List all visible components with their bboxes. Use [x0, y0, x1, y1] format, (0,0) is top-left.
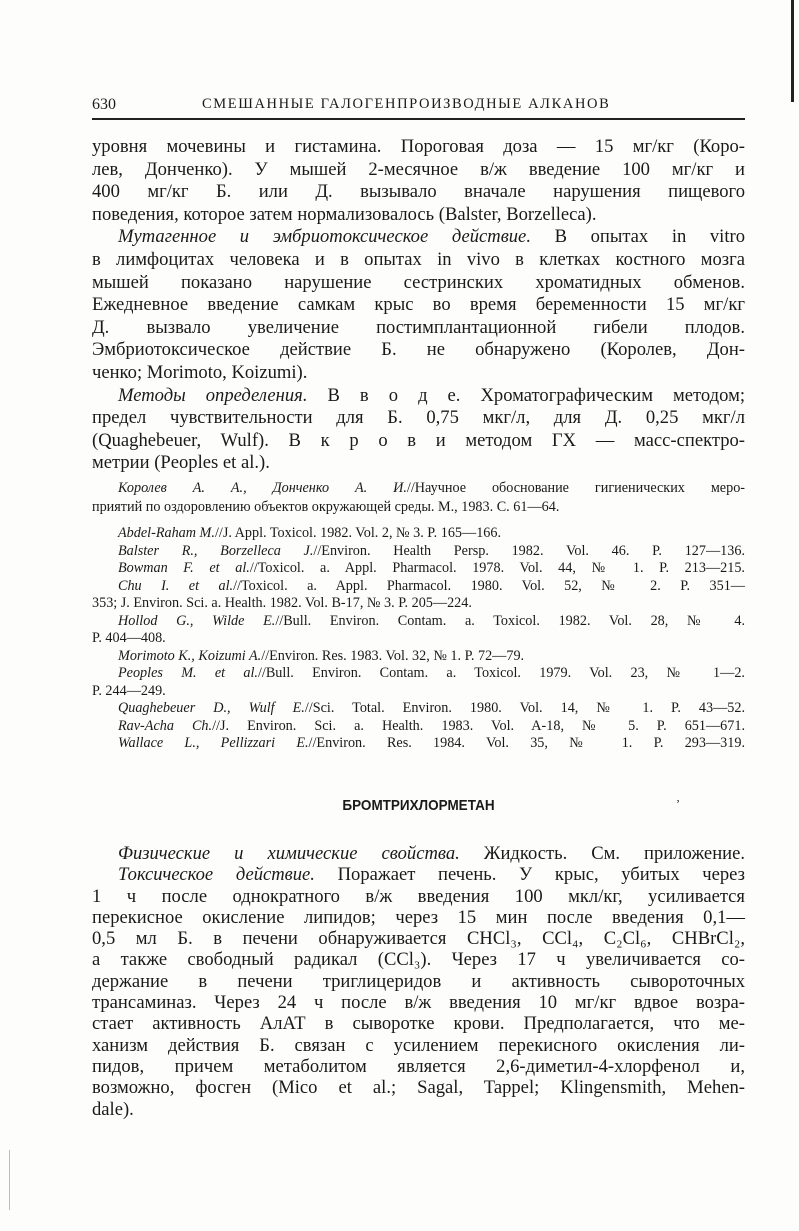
- line-text: Жидкость. См. приложение.: [459, 843, 745, 864]
- line-text: стает активность АлАТ в сыворотке крови. Предполагается, что ме-: [92, 1013, 745, 1035]
- line-text: предел чувствительности для Б. 0,75 мкг/л, для Д. 0,25 мкг/л: [92, 407, 745, 429]
- body-text-continued: [92, 136, 745, 475]
- text-line: [92, 928, 745, 949]
- text-line: [92, 843, 745, 864]
- italic-lead: Bowman F. et al.: [118, 560, 250, 576]
- line-text: В в о д е. Хроматографическим методом;: [307, 384, 745, 406]
- text-line: [92, 1099, 745, 1120]
- text-line: [92, 700, 745, 718]
- text-line: [92, 1077, 745, 1098]
- line-text: //Environ. Health Persp. 1982. Vol. 46. P. 127—136.: [313, 542, 745, 559]
- text-line: [92, 971, 745, 992]
- text-line: [92, 1013, 745, 1034]
- line-text: мышей показано нарушение сестринских хроматидных обменов.: [92, 271, 745, 293]
- line-text: //Toxicol. a. Appl. Pharmacol. 1980. Vol. 52, № 2. P. 351—: [233, 577, 745, 594]
- scan-artifact-line: [791, 0, 794, 102]
- line-text: трансаминаз. Через 24 ч после в/ж введения 10 мг/кг вдвое возра-: [92, 992, 745, 1014]
- italic-lead: Abdel-Raham M.: [118, 525, 215, 541]
- text-line: [92, 543, 745, 561]
- line-text: а также свободный радикал (CCl₃). Через 17 ч увеличивается со-: [92, 949, 745, 971]
- line-text: //Toxicol. a. Appl. Pharmacol. 1978. Vol. 44, № 1. P. 213—215.: [249, 560, 745, 576]
- line-text: Д. вызвало увеличение постимплантационной гибели плодов.: [92, 316, 745, 338]
- running-title: СМЕШАННЫЕ ГАЛОГЕНПРОИЗВОДНЫЕ АЛКАНОВ: [202, 96, 611, 112]
- line-text: приятий по оздоровлению объектов окружающей среды. М., 1983. С. 61—64.: [92, 499, 560, 515]
- line-text: //Bull. Environ. Contam. a. Toxicol. 1982. Vol. 28, № 4.: [275, 612, 745, 629]
- line-text: держание в печени триглицеридов и активность сывороточных: [92, 970, 745, 992]
- text-line: [92, 648, 745, 666]
- text-line: [92, 735, 745, 753]
- text-line: [92, 249, 745, 272]
- text-line: [92, 630, 745, 648]
- text-line: [92, 864, 745, 885]
- text-line: [92, 992, 745, 1013]
- text-line: [92, 362, 745, 385]
- scan-artifact-mark: [9, 1150, 10, 1210]
- italic-lead: Мутагенное и эмбриотоксическое действие.: [118, 226, 531, 248]
- text-line: [92, 560, 745, 578]
- line-text: уровня мочевины и гистамина. Пороговая доза — 15 мг/кг (Коро-: [92, 136, 745, 157]
- page-number: 630: [92, 96, 116, 113]
- text-line: [92, 665, 745, 683]
- line-text: //J. Environ. Sci. a. Health. 1983. Vol. A-18, № 5. P. 651—671.: [212, 717, 745, 734]
- text-line: [92, 385, 745, 408]
- text-line: [92, 272, 745, 295]
- line-text: 1 ч после однократного в/ж введения 100 мкл/кг, усиливается: [92, 885, 745, 907]
- italic-lead: Методы определения.: [118, 384, 308, 406]
- line-text: перекисное окисление липидов; через 15 мин после введения 0,1—: [92, 906, 745, 928]
- text-line: [92, 683, 745, 701]
- line-text: ханизм действия Б. связан с усилением перекисного окисления ли-: [92, 1034, 745, 1056]
- italic-lead: Hollod G., Wilde E.: [118, 612, 276, 629]
- text-line: [92, 452, 745, 475]
- line-text: пидов, причем метаболитом является 2,6-диметил-4-хлорфенол и,: [92, 1055, 745, 1077]
- text-line: [92, 578, 745, 596]
- text-line: [92, 204, 745, 227]
- text-line: [92, 907, 745, 928]
- text-line: [92, 595, 745, 613]
- text-line: [92, 159, 745, 182]
- text-line: [92, 479, 745, 498]
- italic-lead: Rav-Acha Ch.: [118, 717, 213, 734]
- line-text: Эмбриотоксическое действие Б. не обнаружено (Королев, Дон-: [92, 339, 745, 361]
- line-text: //Научное обоснование гигиенических меро-: [406, 480, 746, 496]
- line-text: //Environ. Res. 1984. Vol. 35, № 1. P. 293—319.: [308, 735, 746, 751]
- scan-speck: ʼ: [676, 797, 680, 811]
- text-line: [92, 407, 745, 430]
- text-line: [92, 181, 745, 204]
- line-text: Ежедневное введение самкам крыс во время беременности 15 мг/кг: [92, 294, 745, 316]
- line-text: //J. Appl. Toxicol. 1982. Vol. 2, № 3. P. 165—166.: [214, 525, 502, 541]
- text-line: [92, 525, 745, 543]
- section-title: БРОМТРИХЛОРМЕТАН: [342, 797, 495, 814]
- line-text: В опытах in vitro: [530, 226, 745, 248]
- page-header: [92, 94, 745, 120]
- line-text: //Environ. Res. 1983. Vol. 32, № 1. P. 72—79.: [261, 647, 525, 664]
- line-text: 0,5 мл Б. в печени обнаруживается CHCl₃, CCl₄, C₂Cl₆, CHBrCl₂,: [92, 928, 745, 950]
- references-russian: [92, 479, 745, 517]
- text-line: [92, 294, 745, 317]
- text-line: [92, 136, 745, 159]
- italic-lead: Peoples M. et al.: [118, 665, 258, 681]
- line-text: Поражает печень. У крыс, убитых через: [314, 864, 745, 886]
- italic-lead: Quaghebeuer D., Wulf E.: [118, 700, 305, 716]
- line-text: //Bull. Environ. Contam. a. Toxicol. 1979. Vol. 23, № 1—2.: [257, 665, 745, 681]
- italic-lead: Wallace L., Pellizzari E.: [118, 735, 309, 751]
- line-text: (Quaghebeuer, Wulf). В к р о в и методом ГХ — масс-спектро-: [92, 429, 745, 451]
- text-line: [92, 317, 745, 340]
- text-line: [92, 226, 745, 249]
- italic-lead: Balster R., Borzelleca J.: [118, 542, 314, 559]
- line-text: 353; J. Environ. Sci. a. Health. 1982. Vol. B-17, № 3. P. 205—224.: [92, 595, 472, 611]
- italic-lead: Физические и химические свойства.: [118, 843, 460, 864]
- line-text: лев, Донченко). У мышей 2-месячное в/ж введение 100 мг/кг и: [92, 158, 745, 180]
- line-text: ченко; Morimoto, Koizumi).: [92, 361, 308, 383]
- line-text: метрии (Peoples et al.).: [92, 452, 270, 474]
- line-text: 400 мг/кг Б. или Д. вызывало вначале нарушения пищевого: [92, 181, 745, 203]
- line-text: поведения, которое затем нормализовалось (Balster, Borzelleca).: [92, 203, 597, 225]
- line-text: возможно, фосген (Mico et al.; Sagal, Tappel; Klingensmith, Mehen-: [92, 1077, 745, 1099]
- italic-lead: Chu I. et al.: [118, 577, 234, 594]
- italic-lead: Токсическое действие.: [118, 864, 315, 886]
- line-text: //Sci. Total. Environ. 1980. Vol. 14, № 1. P. 43—52.: [304, 700, 745, 716]
- text-line: [92, 949, 745, 970]
- text-line: [92, 886, 745, 907]
- text-line: [92, 1035, 745, 1056]
- line-text: dale).: [92, 1098, 134, 1120]
- text-line: [92, 430, 745, 453]
- references-foreign: [92, 525, 745, 753]
- italic-lead: Королев А. А., Донченко А. И.: [118, 480, 407, 496]
- text-line: [92, 339, 745, 362]
- line-text: P. 404—408.: [92, 630, 166, 646]
- text-line: [92, 1056, 745, 1077]
- line-text: в лимфоцитах человека и в опытах in vivo в клетках костного мозга: [92, 248, 745, 270]
- body-text-bromtrichloromethane: [92, 843, 745, 1120]
- text-line: [92, 498, 745, 517]
- line-text: P. 244—249.: [92, 682, 166, 699]
- italic-lead: Morimoto K., Koizumi A.: [118, 647, 262, 664]
- text-line: [92, 613, 745, 631]
- text-line: [92, 718, 745, 736]
